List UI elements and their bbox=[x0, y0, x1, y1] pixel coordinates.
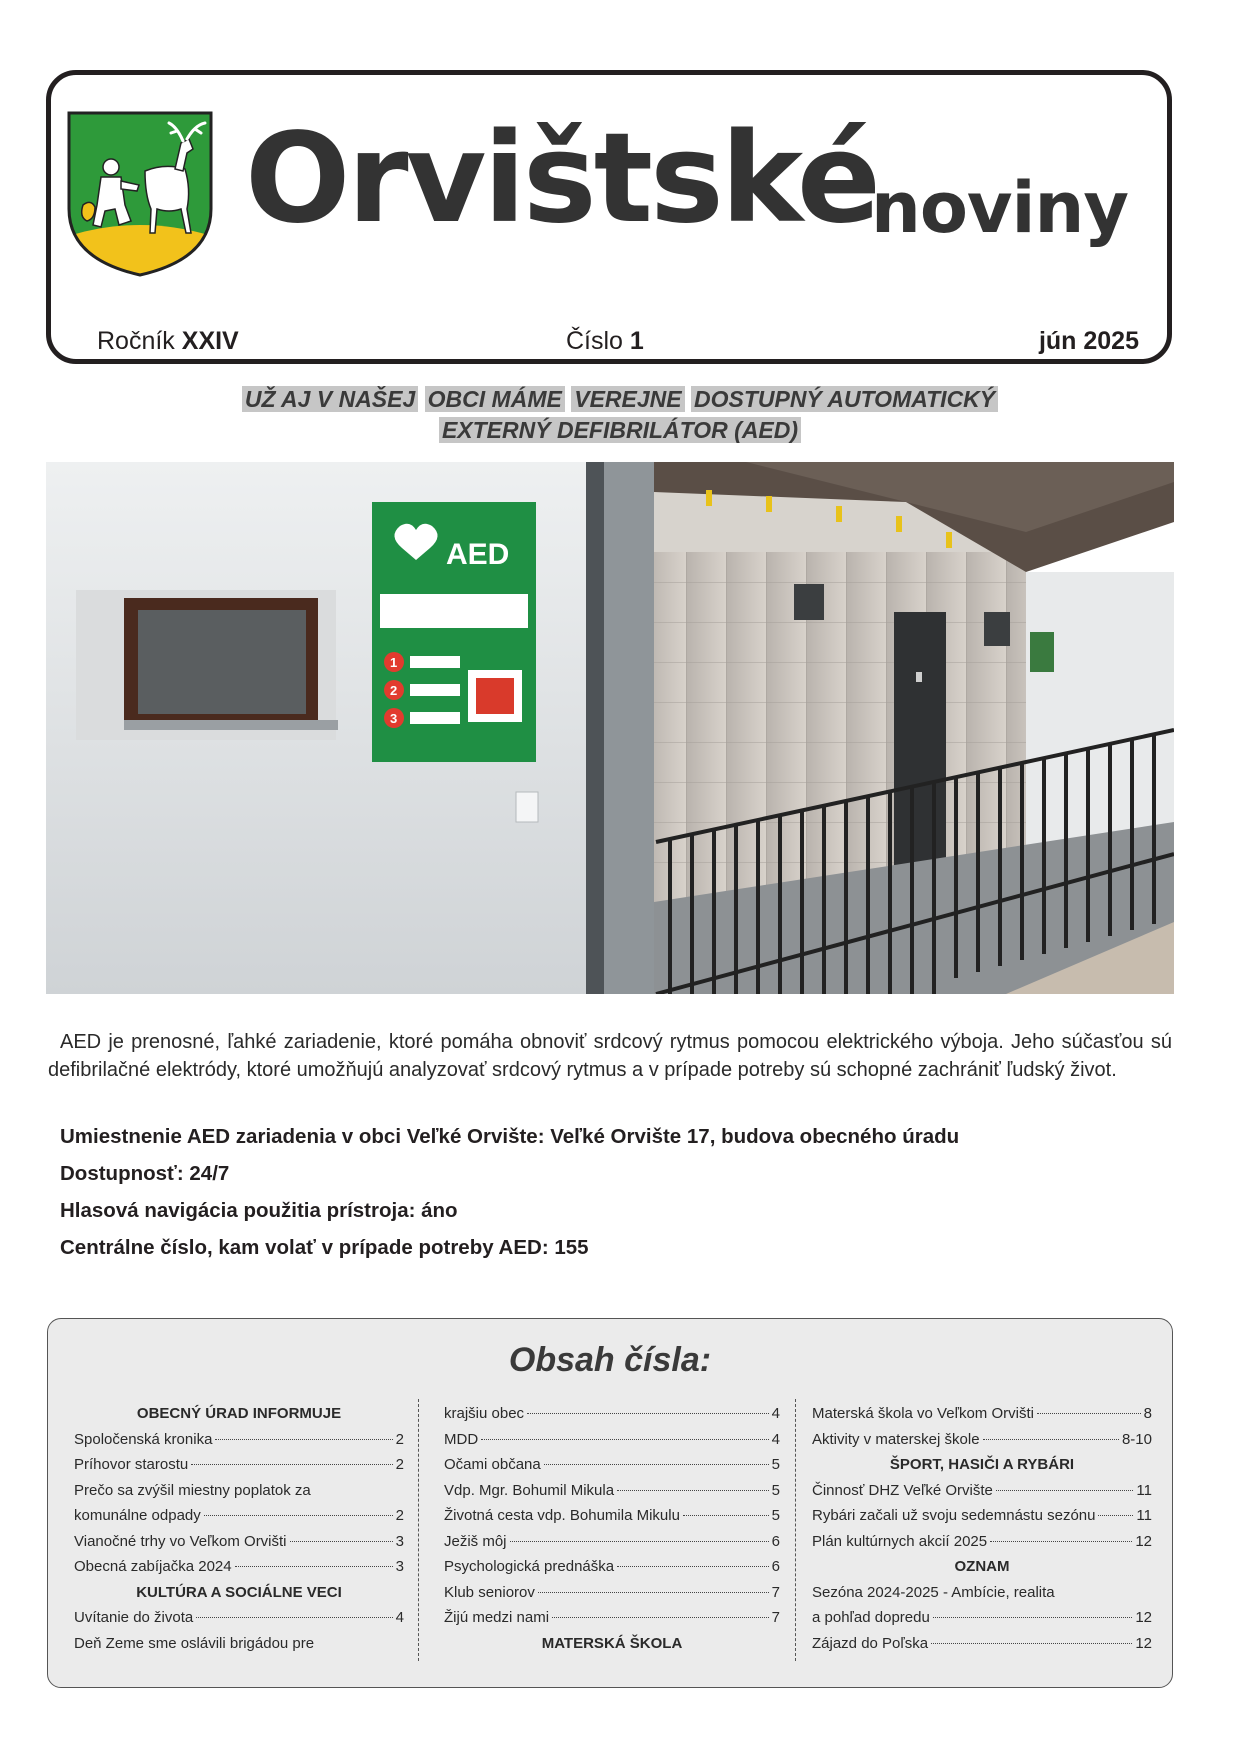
toc-page-number: 7 bbox=[771, 1609, 780, 1626]
toc-divider bbox=[795, 1399, 796, 1661]
toc-entry-title: Ježiš môj bbox=[444, 1532, 507, 1550]
toc-entry bbox=[74, 1529, 404, 1555]
toc-entry-continuation: Prečo sa zvýšil miestny poplatok za bbox=[74, 1481, 311, 1499]
article-headline bbox=[0, 384, 1240, 446]
toc-entry-title: Príhovor starostu bbox=[74, 1456, 189, 1473]
toc-entry-title: Materská škola vo Veľkom Orvišti bbox=[812, 1405, 1034, 1422]
toc-entry-title: Žijú medzi nami bbox=[444, 1609, 550, 1626]
toc-page-number: 5 bbox=[771, 1456, 780, 1473]
headline-line-2 bbox=[0, 415, 1240, 446]
fact-voice-navigation: Hlasová navigácia použitia prístroja: áno bbox=[60, 1199, 458, 1222]
toc-entry bbox=[74, 1605, 404, 1631]
toc-page-number: 8-10 bbox=[1121, 1430, 1152, 1448]
headline-part: OBCI MÁME bbox=[425, 386, 565, 412]
toc-leader-dots bbox=[552, 1617, 769, 1618]
toc-divider bbox=[418, 1399, 419, 1661]
coat-of-arms-logo bbox=[65, 109, 215, 279]
toc-entry bbox=[812, 1631, 1152, 1657]
fact-availability: Dostupnosť: 24/7 bbox=[60, 1162, 230, 1185]
toc-leader-dots bbox=[290, 1541, 393, 1542]
toc-page-number: 11 bbox=[1136, 1481, 1152, 1499]
aed-step-number: 1 bbox=[390, 655, 398, 670]
toc-page-number: 4 bbox=[395, 1609, 404, 1626]
aed-step-number: 3 bbox=[390, 711, 398, 726]
toc-leader-dots bbox=[215, 1439, 392, 1440]
issue-label: Číslo bbox=[566, 327, 623, 355]
toc-leader-dots bbox=[544, 1464, 769, 1465]
toc-page-number: 5 bbox=[771, 1507, 780, 1524]
toc-entry-title: krajšiu obec bbox=[444, 1405, 525, 1422]
headline-part: DOSTUPNÝ AUTOMATICKÝ bbox=[691, 386, 998, 412]
issue-number: 1 bbox=[629, 327, 644, 355]
fact-location: Umiestnenie AED zariadenia v obci Veľké Orvište: Veľké Orvište 17, budova obecného úradu bbox=[60, 1125, 960, 1148]
toc-column-3 bbox=[812, 1401, 1152, 1656]
headline-part: VEREJNE bbox=[571, 386, 684, 412]
toc-section-heading: KULTÚRA A SOCIÁLNE VECI bbox=[136, 1583, 342, 1601]
toc-entry-title: a pohľad dopredu bbox=[812, 1609, 930, 1626]
volume-label: Ročník bbox=[97, 327, 175, 355]
toc-page-number: 4 bbox=[771, 1405, 780, 1422]
toc-entry-title: Spoločenská kronika bbox=[74, 1430, 213, 1448]
toc-entry bbox=[74, 1554, 404, 1580]
toc-leader-dots bbox=[683, 1515, 769, 1516]
toc-entry-title: Klub seniorov bbox=[444, 1583, 535, 1601]
toc-entry-title: MDD bbox=[444, 1430, 479, 1448]
toc-leader-dots bbox=[1098, 1515, 1133, 1516]
toc-entry bbox=[444, 1427, 780, 1453]
drainpipe bbox=[586, 462, 604, 994]
toc-entry bbox=[74, 1452, 404, 1478]
toc-entry bbox=[444, 1401, 780, 1427]
toc-entry-continuation: Deň Zeme sme oslávili brigádou pre bbox=[74, 1634, 315, 1652]
aed-sign bbox=[372, 502, 536, 762]
toc-page-number: 2 bbox=[395, 1507, 404, 1524]
toc-entry-title: Životná cesta vdp. Bohumila Mikulu bbox=[444, 1507, 680, 1524]
toc-entry-title: Plán kultúrnych akcií 2025 bbox=[812, 1532, 988, 1550]
toc-page-number: 4 bbox=[771, 1430, 780, 1448]
toc-entry-title: Uvítanie do života bbox=[74, 1609, 194, 1626]
toc-entry-title: Obecná zabíjačka 2024 bbox=[74, 1558, 232, 1575]
issue-date: jún 2025 bbox=[1038, 327, 1139, 355]
toc-leader-dots bbox=[933, 1617, 1133, 1618]
toc-page-number: 3 bbox=[395, 1532, 404, 1550]
toc-leader-dots bbox=[538, 1592, 769, 1593]
aed-step-number: 2 bbox=[390, 683, 398, 698]
toc-entry bbox=[444, 1554, 780, 1580]
toc-entry bbox=[812, 1605, 1152, 1631]
toc-entry bbox=[812, 1478, 1152, 1504]
newspaper-title: Orvištské bbox=[245, 107, 879, 251]
toc-leader-dots bbox=[235, 1566, 393, 1567]
toc-page-number: 6 bbox=[771, 1532, 780, 1550]
toc-entry bbox=[444, 1529, 780, 1555]
toc-leader-dots bbox=[990, 1541, 1132, 1542]
headline-part: EXTERNÝ DEFIBRILÁTOR (AED) bbox=[439, 417, 801, 443]
toc-leader-dots bbox=[931, 1643, 1132, 1644]
toc-entry-title: Činnosť DHZ Veľké Orvište bbox=[812, 1481, 993, 1499]
toc-page-number: 3 bbox=[395, 1558, 404, 1575]
toc-section-heading: OBECNÝ ÚRAD INFORMUJE bbox=[136, 1405, 342, 1422]
toc-column-2 bbox=[444, 1401, 780, 1656]
toc-entry bbox=[444, 1452, 780, 1478]
toc-entry bbox=[444, 1580, 780, 1606]
toc-entry bbox=[812, 1401, 1152, 1427]
toc-entry bbox=[74, 1503, 404, 1529]
toc-page-number: 12 bbox=[1135, 1609, 1152, 1626]
toc-entry bbox=[812, 1427, 1152, 1453]
toc-entry-title: Aktivity v materskej škole bbox=[812, 1430, 980, 1448]
toc-entry bbox=[74, 1427, 404, 1453]
toc-page-number: 2 bbox=[395, 1430, 404, 1448]
toc-entry-title: Rybári začali už svoju sedemnástu sezónu bbox=[812, 1507, 1096, 1524]
toc-page-number: 11 bbox=[1136, 1507, 1152, 1524]
aed-photo bbox=[46, 462, 1174, 994]
toc-leader-dots bbox=[617, 1566, 769, 1567]
volume-info bbox=[97, 327, 239, 356]
toc-leader-dots bbox=[983, 1439, 1119, 1440]
toc-leader-dots bbox=[527, 1413, 769, 1414]
toc-entry-title: Očami občana bbox=[444, 1456, 541, 1473]
toc-entry bbox=[444, 1605, 780, 1631]
toc-entry-title: Psychologická prednáška bbox=[444, 1558, 615, 1575]
pillar bbox=[604, 462, 654, 994]
headline-line-1 bbox=[0, 384, 1240, 415]
toc-entry bbox=[444, 1478, 780, 1504]
toc-column-1 bbox=[74, 1401, 404, 1656]
toc-section-heading: ŠPORT, HASIČI A RYBÁRI bbox=[889, 1456, 1075, 1473]
toc-section-heading: OZNAM bbox=[954, 1558, 1010, 1575]
toc-page-number: 12 bbox=[1135, 1634, 1152, 1652]
toc-entry bbox=[812, 1503, 1152, 1529]
toc-page-number: 8 bbox=[1143, 1405, 1152, 1422]
volume-number: XXIV bbox=[181, 327, 239, 355]
aed-sign-label: AED bbox=[446, 538, 510, 571]
toc-entry bbox=[444, 1503, 780, 1529]
toc-title: Obsah čísla: bbox=[508, 1341, 712, 1379]
toc-leader-dots bbox=[481, 1439, 768, 1440]
toc-entry-title: Vdp. Mgr. Bohumil Mikula bbox=[444, 1481, 615, 1499]
toc-page-number: 5 bbox=[771, 1481, 780, 1499]
toc-entry-continuation: Sezóna 2024-2025 - Ambície, realita bbox=[812, 1583, 1055, 1601]
toc-page-number: 12 bbox=[1135, 1532, 1152, 1550]
aed-facts bbox=[60, 1118, 1160, 1266]
toc-entry bbox=[812, 1529, 1152, 1555]
masthead bbox=[46, 70, 1172, 364]
door bbox=[894, 612, 946, 872]
toc-page-number: 2 bbox=[395, 1456, 404, 1473]
fact-emergency-number: Centrálne číslo, kam volať v prípade potreby AED: 155 bbox=[60, 1236, 589, 1259]
toc-leader-dots bbox=[1037, 1413, 1141, 1414]
toc-leader-dots bbox=[510, 1541, 769, 1542]
toc-entry-title: Vianočné trhy vo Veľkom Orvišti bbox=[74, 1532, 287, 1550]
toc-page-number: 7 bbox=[771, 1583, 780, 1601]
toc-page-number: 6 bbox=[771, 1558, 780, 1575]
issue-info bbox=[566, 327, 644, 356]
toc-leader-dots bbox=[617, 1490, 769, 1491]
article-intro: AED je prenosné, ľahké zariadenie, ktoré pomáha obnoviť srdcový rytmus pomocou elektrického výboja. Jeho súčasťou sú defibrilačné elektródy, ktoré umožňujú analyzovať srdcový rytmus a v prípade potreby sú schopné zachrániť ľudský život. bbox=[48, 1031, 1172, 1081]
toc-leader-dots bbox=[191, 1464, 392, 1465]
toc-leader-dots bbox=[196, 1617, 392, 1618]
toc-leader-dots bbox=[204, 1515, 393, 1516]
headline-part: UŽ AJ V NAŠEJ bbox=[242, 386, 418, 412]
toc-section-heading: MATERSKÁ ŠKOLA bbox=[541, 1634, 683, 1652]
table-of-contents bbox=[47, 1318, 1173, 1688]
toc-leader-dots bbox=[996, 1490, 1134, 1491]
newspaper-subtitle: noviny bbox=[871, 167, 1129, 249]
toc-entry-title: komunálne odpady bbox=[74, 1507, 201, 1524]
toc-entry-title: Zájazd do Poľska bbox=[812, 1634, 929, 1652]
